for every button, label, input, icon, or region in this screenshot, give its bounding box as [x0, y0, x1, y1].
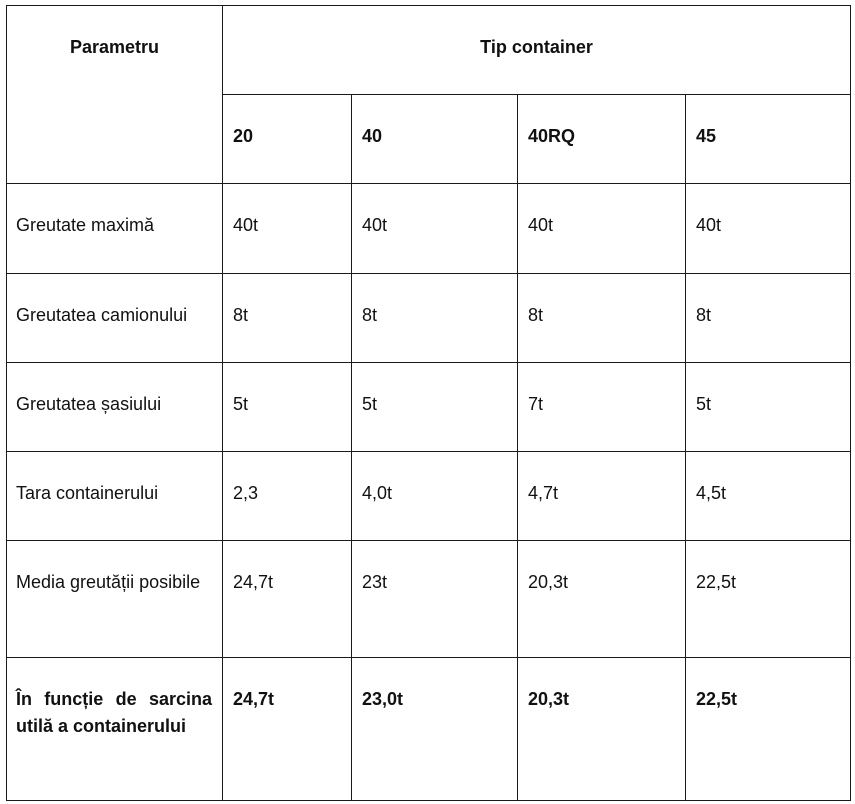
table-cell: 4,5t	[686, 452, 851, 541]
table-cell: 4,7t	[518, 452, 686, 541]
table-cell: 5t	[223, 363, 352, 452]
table-row	[7, 363, 851, 452]
table-cell: 8t	[352, 274, 518, 363]
table-cell: 40t	[223, 184, 352, 274]
table-cell: 22,5t	[686, 658, 851, 801]
table-cell: 5t	[686, 363, 851, 452]
table-row	[7, 658, 851, 801]
row-label: Tara containerului	[7, 452, 223, 541]
table-row	[7, 184, 851, 274]
table-cell: 7t	[518, 363, 686, 452]
table-cell: 23,0t	[352, 658, 518, 801]
row-label: Greutatea șasiului	[7, 363, 223, 452]
table-cell: 4,0t	[352, 452, 518, 541]
row-label: Greutate maximă	[7, 184, 223, 274]
table-cell: 2,3	[223, 452, 352, 541]
row-label: Greutatea camionului	[7, 274, 223, 363]
table-cell: 40t	[518, 184, 686, 274]
type-40-header: 40	[352, 95, 518, 184]
row-label: Media greutății posibile	[7, 541, 223, 658]
container-weight-table	[6, 5, 851, 801]
table-cell: 40t	[686, 184, 851, 274]
table-cell: 8t	[223, 274, 352, 363]
table-row	[7, 541, 851, 658]
table-cell: 5t	[352, 363, 518, 452]
parameter-header: Parametru	[7, 6, 223, 184]
table-cell: 20,3t	[518, 658, 686, 801]
table-cell: 8t	[518, 274, 686, 363]
table-header-row	[7, 6, 851, 95]
table-row	[7, 452, 851, 541]
table-cell: 23t	[352, 541, 518, 658]
table-cell: 20,3t	[518, 541, 686, 658]
table-cell: 24,7t	[223, 541, 352, 658]
table-row	[7, 274, 851, 363]
table-cell: 24,7t	[223, 658, 352, 801]
type-20-header: 20	[223, 95, 352, 184]
type-45-header: 45	[686, 95, 851, 184]
table-cell: 40t	[352, 184, 518, 274]
container-type-header: Tip container	[223, 6, 851, 95]
table-cell: 8t	[686, 274, 851, 363]
row-label: În funcție de sarcina utilă a containerului	[7, 658, 223, 801]
table-cell: 22,5t	[686, 541, 851, 658]
type-40rq-header: 40RQ	[518, 95, 686, 184]
